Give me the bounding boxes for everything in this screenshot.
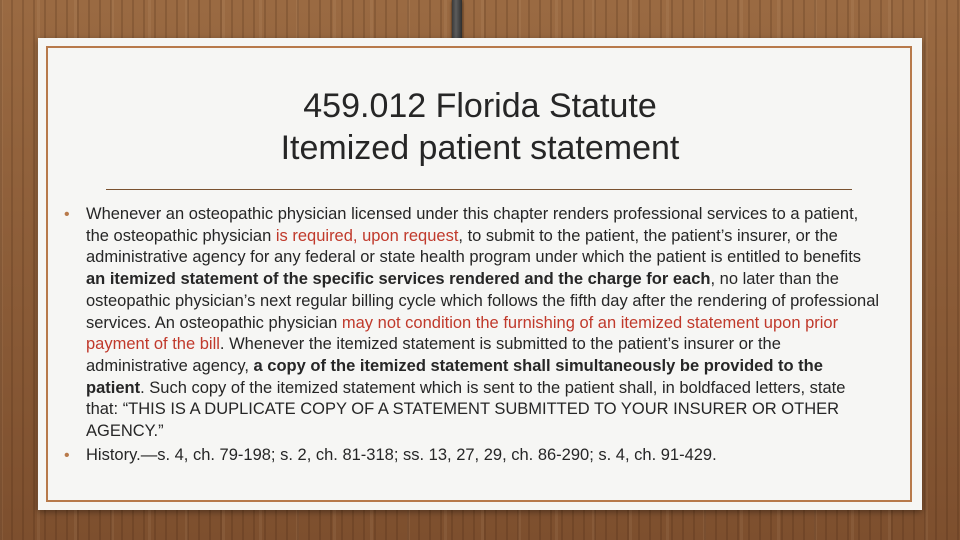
paragraph-bold-copy: a copy of the itemized statement shall simultaneously be provided to the patient [86, 356, 823, 397]
title-line-2: Itemized patient statement [280, 129, 680, 167]
history-text: History.—s. 4, ch. 79-198; s. 2, ch. 81-318; ss. 13, 27, 29, ch. 86-290; s. 4, ch. 91-429. [86, 445, 717, 464]
paragraph-text-4: . Whenever the itemized statement is submitted to the patient’s insurer or the administrative agency, [86, 335, 781, 375]
title-line-1: 459.012 Florida Statute [303, 87, 657, 125]
paragraph-text-5: . Such copy of the itemized statement which is sent to the patient shall, in boldfaced letters, state that: “THIS IS A DUPLICATE COPY OF A STATEMENT SUBMITTED TO YOUR INSURER OR OTHER AGENCY.” [86, 378, 846, 441]
history-item [62, 445, 882, 467]
paragraph-emphasis-may-not: may not condition the furnishing of an itemized statement upon prior payment of the bill [86, 313, 839, 354]
statute-paragraph [62, 204, 882, 443]
paragraph-text-1: Whenever an osteopathic physician licensed under this chapter renders professional services to a patient, the osteopathic physician [86, 205, 859, 245]
paragraph-text-3: , no later than the osteopathic physician’s next regular billing cycle which follows the fifth day after the rendering of professional services. An osteopathic physician [86, 270, 880, 332]
paragraph-bold-itemized: an itemized statement of the specific services rendered and the charge for each [86, 270, 711, 289]
bullet-marker: • [64, 446, 70, 464]
slide-body [62, 204, 882, 468]
title-divider [106, 189, 852, 190]
paragraph-text-2: , to submit to the patient, the patient’s insurer, or the administrative agency for any federal or state health program under which the patient is entitled to benefits [86, 226, 862, 267]
slide-title [100, 85, 860, 169]
bullet-marker: • [64, 206, 70, 223]
paragraph-emphasis-required: is required, upon request [275, 226, 459, 245]
